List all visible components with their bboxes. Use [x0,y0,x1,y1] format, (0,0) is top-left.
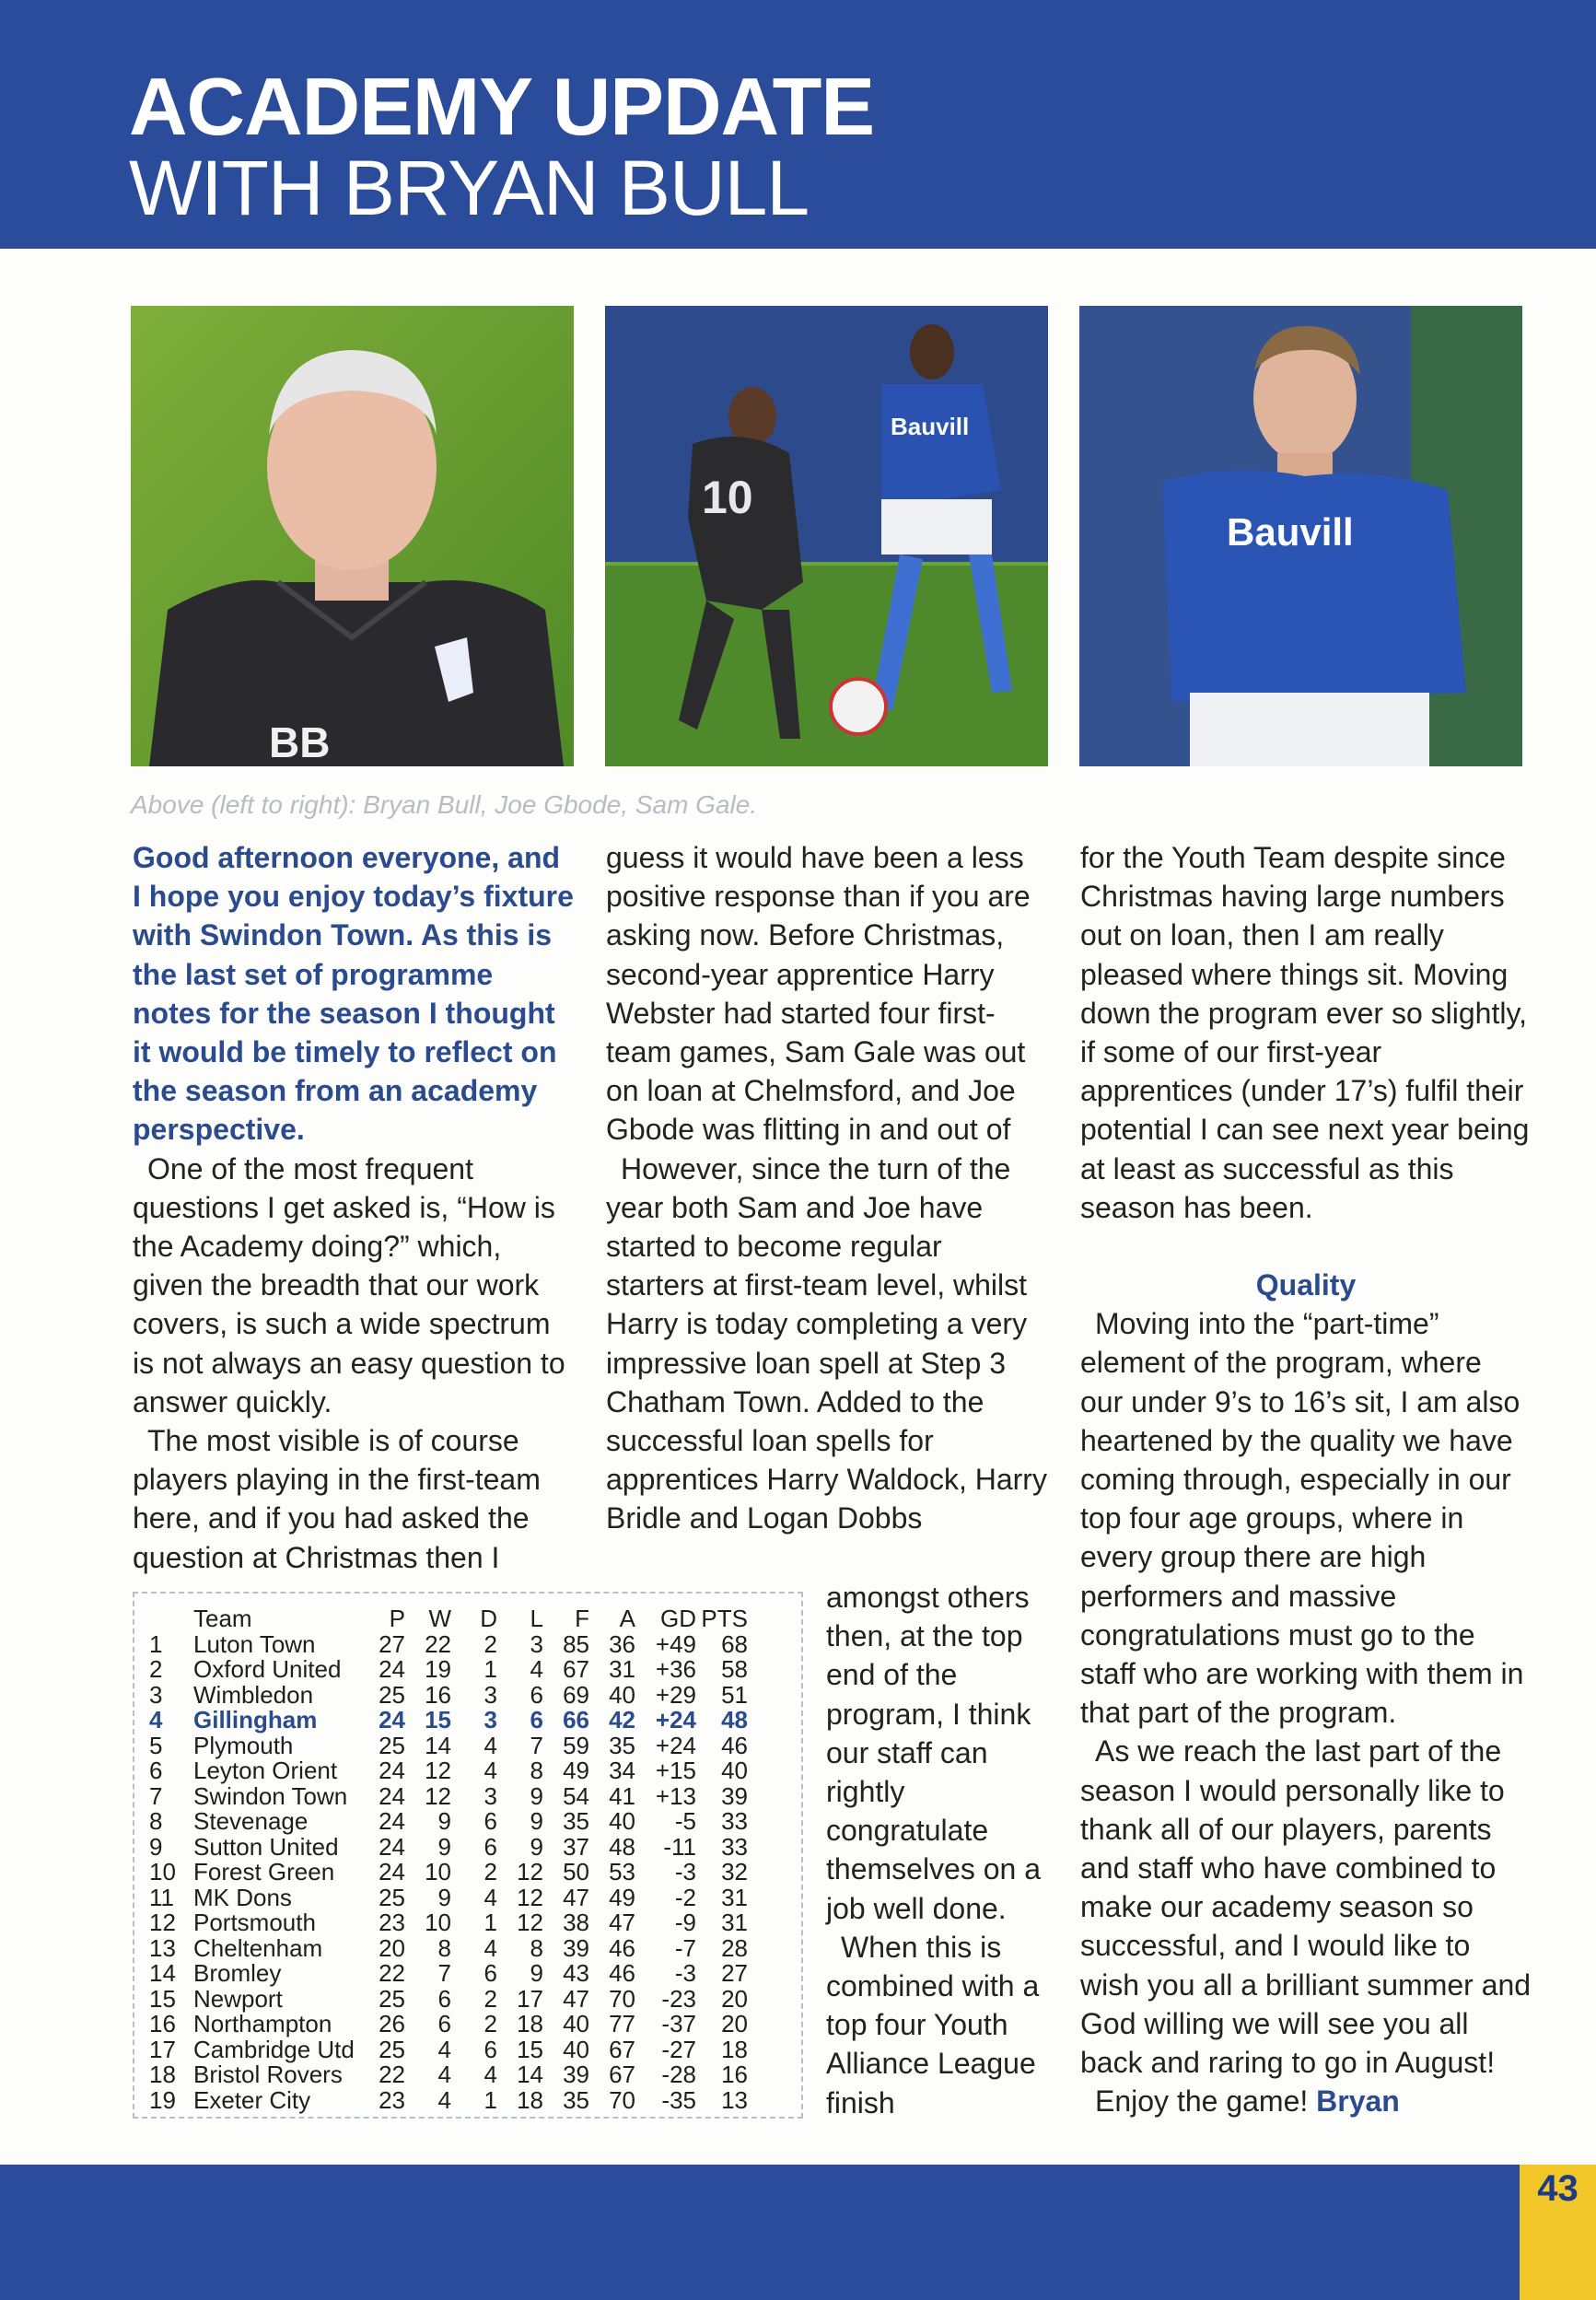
cell-l: 18 [517,2085,543,2114]
svg-text:BB: BB [269,718,331,766]
cell-d: 2 [483,2010,497,2037]
cell-w: 16 [425,1680,451,1709]
cell-p: 24 [379,1858,405,1886]
table-row [149,1657,748,1683]
cell-pos: 8 [149,1807,163,1835]
cell-pos: 17 [149,2035,176,2063]
cell-team: Portsmouth [193,1909,316,1936]
cell-p: 22 [379,2061,405,2088]
cell-pos: 14 [149,1959,176,1987]
cell-gd: +15 [655,1757,696,1784]
article-paragraph: The most visible is of course players playing in the first-team here, and if you had asked the question at Christmas then I [133,1424,541,1574]
table-row [149,1708,748,1734]
cell-f: 47 [563,1984,589,2013]
cell-team: Luton Town [193,1629,316,1658]
cell-pos: 7 [149,1781,163,1810]
cell-d: 3 [483,1680,497,1709]
cell-l: 9 [530,1959,543,1987]
cell-p: 26 [379,2010,405,2037]
cell-pts: 28 [721,1933,748,1962]
article-column-2 [606,838,1048,1538]
svg-text:Bauvill: Bauvill [1227,510,1354,554]
article-intro: Good afternoon everyone, and I hope you enjoy today’s fixture with Swindon Town. As this is the last set of programme notes for the season I thought it would be timely to reflect on the season from an academy perspective. [133,841,574,1147]
table-row [149,1632,748,1658]
article-paragraph: amongst others then, at the top end of the program, I think our staff can rightly congratulate themselves on a job well done. [826,1581,1042,1925]
table-row [149,1758,748,1784]
cell-w: 4 [437,2035,451,2063]
cell-l: 6 [530,1680,543,1709]
cell-f: 85 [563,1629,589,1658]
cell-team: Leyton Orient [193,1757,338,1784]
cell-pos: 6 [149,1757,163,1784]
cell-gd: +36 [655,1655,696,1683]
cell-p: 20 [379,1933,405,1962]
cell-gd: +29 [655,1680,696,1709]
cell-a: 67 [609,2061,635,2088]
cell-w: 4 [437,2085,451,2114]
cell-w: 12 [425,1757,451,1784]
cell-pos: 1 [149,1629,163,1658]
cell-pts: 46 [721,1731,748,1759]
cell-pts: 40 [721,1757,748,1784]
cell-f: 54 [563,1781,589,1810]
cell-pts: 20 [721,2010,748,2037]
cell-l: 17 [517,1984,543,2013]
cell-l: 12 [517,1909,543,1936]
cell-a: 67 [609,2035,635,2063]
cell-pts: 39 [721,1781,748,1810]
cell-w: 12 [425,1781,451,1810]
header-pts: PTS [701,1605,748,1632]
cell-gd: +24 [655,1706,696,1734]
cell-f: 69 [563,1680,589,1709]
cell-pts: 31 [721,1909,748,1936]
cell-d: 4 [483,1757,497,1784]
cell-team: Plymouth [193,1731,294,1759]
cell-d: 3 [483,1706,497,1734]
cell-gd: +13 [655,1781,696,1810]
cell-w: 15 [425,1706,451,1734]
cell-p: 24 [379,1832,405,1861]
cell-l: 7 [530,1731,543,1759]
cell-d: 6 [483,2035,497,2063]
cell-a: 35 [609,1731,635,1759]
cell-pts: 13 [721,2085,748,2114]
league-table-box [133,1592,803,2119]
article-paragraph: for the Youth Team despite since Christmas having large numbers out on loan, then I am really pleased where things sit. Moving down the program ever so slightly, if some of our first-year apprentices (under 17’s) fulfil their potential I can see next year being at least as successful as this season has been. [1080,841,1530,1224]
cell-d: 1 [483,1655,497,1683]
cell-p: 25 [379,1731,405,1759]
cell-pos: 11 [149,1883,174,1911]
cell-p: 22 [379,1959,405,1987]
cell-gd: -27 [661,2035,696,2063]
cell-team: Wimbledon [193,1680,314,1709]
cell-w: 9 [437,1883,451,1911]
cell-f: 39 [563,2061,589,2088]
cell-team: Cheltenham [193,1933,323,1962]
cell-d: 4 [483,2061,497,2088]
cell-l: 3 [530,1629,543,1658]
cell-l: 9 [530,1781,543,1810]
table-row [149,2062,748,2088]
cell-team: Oxford United [193,1655,342,1683]
league-table-header [149,1606,748,1632]
svg-text:10: 10 [702,472,753,523]
article-paragraph: One of the most frequent questions I get asked is, “How is the Academy doing?” which, given the breadth that our work covers, is such a wide spectrum is not always an easy question to answer quickly. [133,1151,565,1419]
cell-pts: 51 [721,1680,748,1709]
cell-pos: 18 [149,2061,176,2088]
cell-f: 40 [563,2010,589,2037]
table-row [149,1987,748,2013]
cell-d: 2 [483,1629,497,1658]
cell-a: 31 [609,1655,635,1683]
cell-w: 10 [425,1858,451,1886]
cell-p: 24 [379,1757,405,1784]
table-row [149,1835,748,1861]
table-row [149,1784,748,1810]
cell-l: 9 [530,1807,543,1835]
cell-gd: -3 [674,1858,696,1886]
cell-a: 41 [609,1781,635,1810]
cell-a: 46 [609,1933,635,1962]
table-row [149,1886,748,1911]
cell-d: 6 [483,1959,497,1987]
cell-d: 1 [483,2085,497,2114]
cell-l: 6 [530,1706,543,1734]
cell-d: 4 [483,1731,497,1759]
header-team: Team [193,1605,252,1632]
cell-d: 2 [483,1858,497,1886]
cell-f: 49 [563,1757,589,1784]
signature: Bryan [1316,2084,1400,2119]
cell-pos: 10 [149,1858,176,1886]
cell-p: 24 [379,1807,405,1835]
cell-pos: 12 [149,1909,176,1936]
cell-p: 24 [379,1655,405,1683]
page-number: 43 [1537,2168,1579,2209]
header-p: P [389,1605,405,1632]
cell-team: Swindon Town [193,1781,348,1810]
cell-a: 40 [609,1680,635,1709]
cell-a: 48 [609,1832,635,1861]
cell-w: 8 [437,1933,451,1962]
cell-w: 7 [437,1959,451,1987]
cell-pos: 13 [149,1933,176,1962]
cell-a: 77 [609,2010,635,2037]
cell-a: 70 [609,1984,635,2013]
cell-pos: 4 [149,1706,163,1734]
cell-w: 6 [437,2010,451,2037]
footer-band [0,2165,1596,2300]
table-row [149,1936,748,1962]
table-row [149,2012,748,2037]
cell-pos: 5 [149,1731,163,1759]
cell-pts: 16 [721,2061,748,2088]
cell-pts: 33 [721,1807,748,1835]
article-column-3 [1080,838,1532,2121]
cell-l: 14 [517,2061,543,2088]
cell-team: Newport [193,1984,283,2013]
closing-text: Enjoy the game! [1095,2084,1309,2119]
cell-team: Sutton United [193,1832,339,1861]
cell-f: 40 [563,2035,589,2063]
cell-gd: -3 [674,1959,696,1987]
cell-p: 24 [379,1781,405,1810]
cell-team: Stevenage [193,1807,309,1835]
table-row [149,1809,748,1835]
cell-team: Bromley [193,1959,282,1987]
article-paragraph: Moving into the “part-time” element of the program, where our under 9’s to 16’s sit, I am also heartened by the quality we have coming through, especially in our top four age groups, where in every group there are high performers and massive congratulations must go to the staff who are working with them in that part of the program. [1080,1307,1524,1730]
cell-pts: 58 [721,1655,748,1683]
cell-gd: -37 [661,2010,696,2037]
cell-l: 12 [517,1883,543,1911]
cell-d: 6 [483,1832,497,1861]
cell-gd: -28 [661,2061,696,2088]
cell-f: 35 [563,1807,589,1835]
cell-f: 37 [563,1832,589,1861]
cell-f: 43 [563,1959,589,1987]
cell-d: 3 [483,1781,497,1810]
cell-l: 8 [530,1757,543,1784]
table-row [149,2037,748,2063]
cell-w: 14 [425,1731,451,1759]
cell-pts: 18 [721,2035,748,2063]
cell-d: 4 [483,1883,497,1911]
cell-f: 39 [563,1933,589,1962]
cell-team: MK Dons [193,1883,292,1911]
cell-pos: 9 [149,1832,163,1861]
photo-caption: Above (left to right): Bryan Bull, Joe Gbode, Sam Gale. [131,790,758,819]
cell-a: 46 [609,1959,635,1987]
article-closing [1080,2082,1532,2120]
cell-l: 4 [530,1655,543,1683]
cell-f: 38 [563,1909,589,1936]
cell-pts: 31 [721,1883,748,1911]
cell-p: 25 [379,1883,405,1911]
cell-p: 23 [379,1909,405,1936]
cell-f: 50 [563,1858,589,1886]
cell-team: Cambridge Utd [193,2035,355,2063]
cell-d: 1 [483,1909,497,1936]
header-w: W [428,1605,451,1632]
table-row [149,1860,748,1886]
header-l: L [530,1605,543,1632]
cell-p: 25 [379,1984,405,2013]
league-table [149,1606,748,2113]
cell-l: 18 [517,2010,543,2037]
cell-f: 66 [563,1706,589,1734]
cell-f: 59 [563,1731,589,1759]
table-row [149,1734,748,1759]
cell-a: 47 [609,1909,635,1936]
cell-w: 22 [425,1629,451,1658]
header-gd: GD [660,1605,696,1632]
cell-gd: -2 [674,1883,696,1911]
cell-a: 42 [609,1706,635,1734]
header-d: D [480,1605,497,1632]
cell-team: Northampton [193,2010,332,2037]
cell-p: 23 [379,2085,405,2114]
cell-p: 27 [379,1629,405,1658]
table-row [149,2088,748,2114]
cell-a: 49 [609,1883,635,1911]
table-row [149,1910,748,1936]
cell-w: 10 [425,1909,451,1936]
photo-sam-gale [1079,306,1522,766]
section-heading-quality: Quality [1255,1268,1357,1302]
article-p2-continuation: guess it would have been a less positive response than if you are asking now. Before Christmas, second-year apprentice Harry Webster had started four first-team games, Sam Gale was out on loan at Chelmsford, and Joe Gbode was flitting in and out of [606,841,1031,1147]
cell-f: 67 [563,1655,589,1683]
cell-a: 40 [609,1807,635,1835]
cell-pos: 3 [149,1680,163,1709]
cell-a: 34 [609,1757,635,1784]
cell-w: 6 [437,1984,451,2013]
cell-l: 9 [530,1832,543,1861]
photo-bryan-bull [131,306,574,766]
table-row [149,1683,748,1709]
cell-w: 4 [437,2061,451,2088]
cell-p: 25 [379,2035,405,2063]
cell-a: 36 [609,1629,635,1658]
cell-p: 25 [379,1680,405,1709]
cell-w: 19 [425,1655,451,1683]
article-paragraph: However, since the turn of the year both Sam and Joe have started to become regular starters at first-team level, whilst Harry is today completing a very impressive loan spell at Step 3 Chatham Town. Added to the successful loan spells for apprentices Harry Waldock, Harry Bridle and Logan Dobbs [606,1151,1047,1535]
cell-team: Bristol Rovers [193,2061,343,2088]
page-title: ACADEMY UPDATE [129,61,875,152]
cell-gd: -23 [661,1984,696,2013]
cell-a: 70 [609,2085,635,2114]
cell-gd: -9 [674,1909,696,1936]
table-row [149,1961,748,1987]
cell-pos: 15 [149,1984,176,2013]
cell-pts: 27 [721,1959,748,1987]
cell-gd: -11 [663,1832,696,1861]
cell-a: 53 [609,1858,635,1886]
cell-team: Forest Green [193,1858,335,1886]
cell-pts: 68 [721,1629,748,1658]
header-f: F [575,1605,589,1632]
article-column-2-narrow [826,1578,1052,2122]
cell-gd: -35 [661,2085,696,2114]
page-subtitle: WITH BRYAN BULL [129,145,810,231]
cell-d: 2 [483,1984,497,2013]
article-paragraph-continued [606,838,1048,1150]
svg-text:Bauvill: Bauvill [891,413,970,440]
cell-d: 6 [483,1807,497,1835]
league-table-body [149,1629,748,2114]
cell-pts: 20 [721,1984,748,2013]
cell-pos: 16 [149,2010,176,2037]
cell-f: 35 [563,2085,589,2114]
cell-f: 47 [563,1883,589,1911]
cell-team: Gillingham [193,1706,318,1734]
cell-l: 15 [517,2035,543,2063]
cell-pts: 33 [721,1832,748,1861]
cell-w: 9 [437,1807,451,1835]
cell-p: 24 [379,1706,405,1734]
article-column-1 [133,838,575,1577]
header-pos [149,1606,193,1632]
cell-pos: 19 [149,2085,176,2114]
cell-w: 9 [437,1832,451,1861]
cell-l: 8 [530,1933,543,1962]
cell-pos: 2 [149,1655,163,1683]
cell-gd: -7 [674,1933,696,1962]
cell-gd: +49 [655,1629,696,1658]
cell-pts: 48 [721,1706,748,1734]
cell-l: 12 [517,1858,543,1886]
article-paragraph: When this is combined with a top four Youth Alliance League finish [826,1930,1040,2119]
article-paragraph: As we reach the last part of the season I would personally like to thank all of our players, parents and staff who have combined to make our academy season so successful, and I would like to wish you all a brilliant summer and God willing we will see you all back and raring to go in August! [1080,1734,1532,2080]
cell-gd: +24 [655,1731,696,1759]
cell-d: 4 [483,1933,497,1962]
photo-joe-gbode [605,306,1048,766]
cell-gd: -5 [674,1807,696,1835]
cell-pts: 32 [721,1858,748,1886]
cell-team: Exeter City [193,2085,311,2114]
header-a: A [619,1605,635,1632]
